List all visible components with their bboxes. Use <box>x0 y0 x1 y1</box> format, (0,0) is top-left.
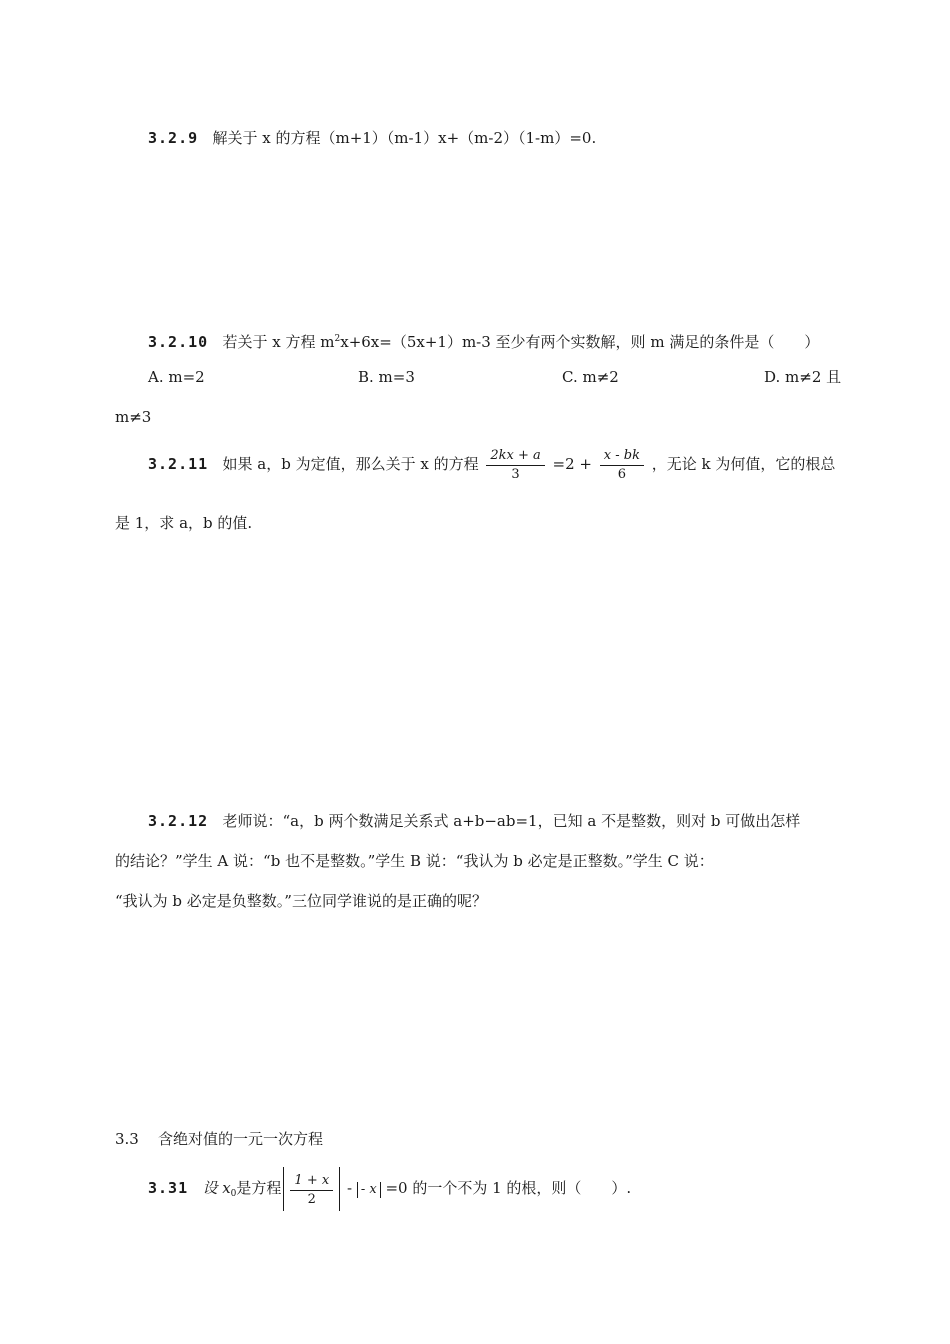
fraction-1 <box>486 447 544 484</box>
problem-3-2-12-line3: “我认为 b 必定是负整数。”三位同学谁说的是正确的呢？ <box>115 892 487 910</box>
equation-middle: =2 + <box>552 455 592 473</box>
section-title: 含绝对值的一元一次方程 <box>157 1130 323 1148</box>
section-heading <box>115 1128 323 1150</box>
fraction-2 <box>600 447 644 484</box>
fraction-2-denominator: 6 <box>617 466 627 482</box>
problem-number: 3.2.12 <box>148 812 209 830</box>
option-a: A. m=2 <box>148 368 205 386</box>
problem-3-2-12-line2: 的结论？”学生 A 说：“b 也不是整数。”学生 B 说：“我认为 b 必定是正整数。”学生 C 说： <box>115 852 714 870</box>
option-d: D. m≠2 且 <box>764 368 842 386</box>
superscript: 2 <box>334 334 341 344</box>
fraction-denominator: 2 <box>307 1191 316 1207</box>
option-c: C. m≠2 <box>562 368 619 386</box>
problem-number: 3.2.11 <box>148 455 209 473</box>
problem-text-line1: 老师说：“a，b 两个数满足关系式 a+b−ab=1，已知 a 不是整数，则对 b 可做出怎样 <box>222 812 801 830</box>
section-number: 3.3 <box>115 1130 139 1148</box>
problem-text-b: 是方程 <box>236 1179 282 1197</box>
problem-number: 3.2.9 <box>148 129 199 147</box>
absolute-value-x: - x <box>357 1182 381 1198</box>
problem-text-a: 设 x <box>202 1179 231 1197</box>
subscript: 0 <box>230 1189 237 1199</box>
fraction-1-numerator: 2kx + a <box>486 447 544 466</box>
problem-text-a: 如果 a，b 为定值，那么关于 x 的方程 <box>222 455 479 473</box>
fraction-2-numerator: x - bk <box>600 447 644 466</box>
problem-text-a: 若关于 x 方程 m <box>222 333 335 351</box>
problem-3-31 <box>148 1166 631 1216</box>
fraction <box>290 1172 333 1209</box>
problem-number: 3.31 <box>148 1179 189 1197</box>
problem-text-c: =0 的一个不为 1 的根，则（ ）. <box>385 1179 632 1197</box>
problem-3-2-11 <box>148 444 835 484</box>
fraction-1-denominator: 3 <box>511 466 520 482</box>
problem-text-b: ，无论 k 为何值，它的根总 <box>651 455 836 473</box>
option-d-continued: m≠3 <box>115 408 152 426</box>
option-b: B. m=3 <box>358 368 415 386</box>
problem-text: 解关于 x 的方程（m+1）（m-1）x+（m-2）（1-m）=0. <box>212 129 597 147</box>
problem-3-2-10 <box>148 328 819 353</box>
absolute-value-fraction <box>283 1167 340 1211</box>
problem-3-2-9 <box>148 127 596 149</box>
problem-3-2-12 <box>148 810 800 832</box>
problem-3-2-11-line2: 是 1，求 a，b 的值. <box>115 514 253 532</box>
minus-sign: - <box>346 1179 353 1197</box>
problem-number: 3.2.10 <box>148 333 209 351</box>
problem-text-b: x+6x=（5x+1）m-3 至少有两个实数解，则 m 满足的条件是（ ） <box>340 333 820 351</box>
fraction-numerator: 1 + x <box>290 1172 333 1191</box>
